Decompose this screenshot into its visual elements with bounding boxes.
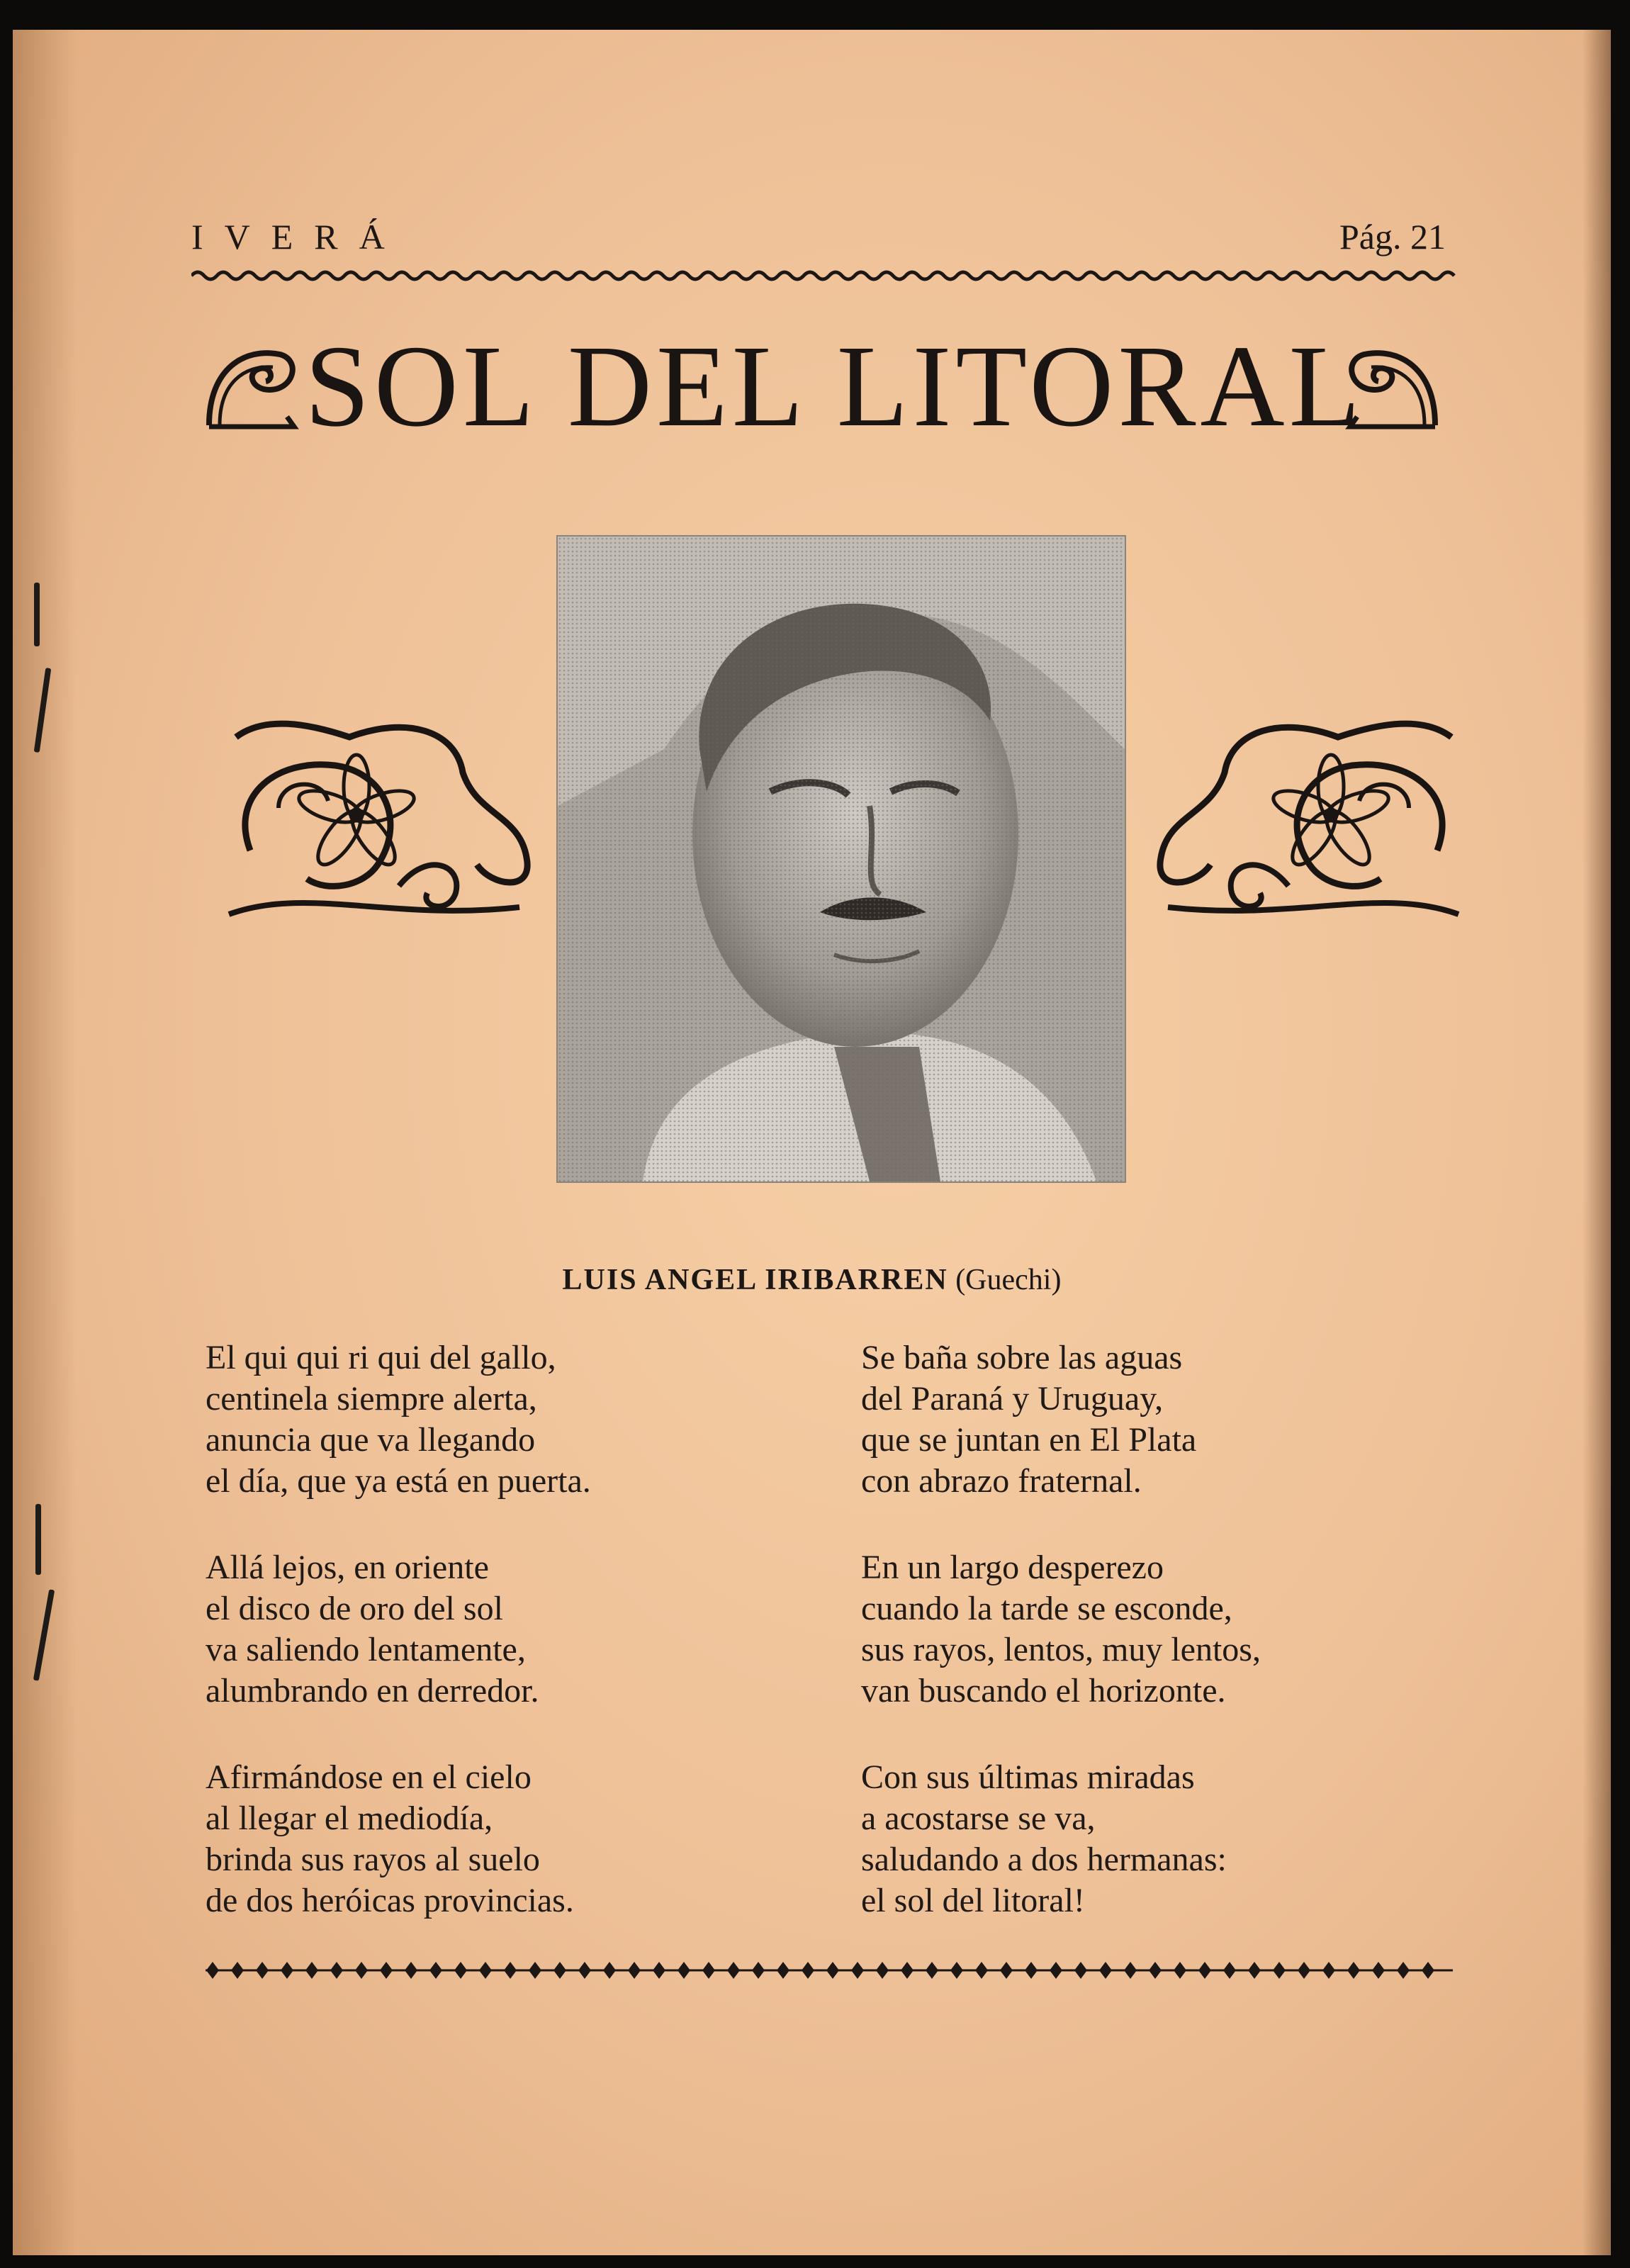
diamond-mark [405,1962,417,1979]
poem-line: alumbrando en derredor. [206,1672,539,1710]
stanza [206,1757,591,1921]
poem-line: brinda sus rayos al suelo [206,1841,540,1878]
poem-line: Se baña sobre las aguas [861,1339,1183,1376]
diamond-mark [1347,1962,1360,1979]
page-edge-shadow [1583,30,1611,2255]
diamond-mark [479,1962,492,1979]
page-number: Pág. 21 [1339,217,1446,257]
diamond-mark [603,1962,616,1979]
diamond-mark [826,1962,839,1979]
diamond-mark [926,1962,938,1979]
diamond-mark [901,1962,914,1979]
diamond-mark [231,1962,244,1979]
poem-line: El qui qui ri qui del gallo, [206,1339,556,1376]
diamond-mark [281,1962,293,1979]
poem-column-right [861,1337,1261,1967]
poem-line: el día, que ya está en puerta. [206,1462,591,1500]
diamond-rule [206,1960,1453,1981]
floral-ornament-left-icon [222,709,534,928]
poem-line: el disco de oro del sol [206,1590,503,1627]
author-alias: (Guechi) [955,1264,1062,1296]
diamond-mark [305,1962,318,1979]
swirl-ornament-left-icon [202,340,301,432]
binding-staple [34,583,40,646]
running-header [191,216,1446,259]
diamond-mark [1397,1962,1410,1979]
diamond-mark [702,1962,715,1979]
diamond-mark [1248,1962,1261,1979]
poem-line: de dos heróicas provincias. [206,1882,574,1919]
poem-line: Con sus últimas miradas [861,1758,1195,1796]
title-row [191,321,1453,451]
poem-line: anuncia que va llegando [206,1421,536,1459]
diamond-mark [1000,1962,1013,1979]
poem-line: sus rayos, lentos, muy lentos, [861,1631,1261,1668]
article-title: SOL DEL LITORAL [305,321,1365,451]
poem-line: van buscando el horizonte. [861,1672,1226,1710]
author-portrait-photo [556,535,1126,1183]
diamond-mark [628,1962,641,1979]
diamond-mark [1149,1962,1162,1979]
diamond-mark [1099,1962,1112,1979]
diamond-mark [1074,1962,1087,1979]
diamond-mark [851,1962,864,1979]
diamond-mark [752,1962,765,1979]
poem-line: del Paraná y Uruguay, [861,1380,1164,1418]
poem-line: a acostarse se va, [861,1800,1096,1837]
poem-line: Allá lejos, en oriente [206,1549,489,1586]
diamond-mark [727,1962,740,1979]
diamond-mark [504,1962,517,1979]
diamond-mark [1223,1962,1236,1979]
binding-staple [35,1504,41,1575]
poem-line: centinela siempre alerta, [206,1380,537,1418]
poem-line: En un largo desperezo [861,1549,1164,1586]
poem-line: que se juntan en El Plata [861,1421,1197,1459]
diamond-mark [1322,1962,1335,1979]
diamond-mark [578,1962,591,1979]
diamond-mark [429,1962,442,1979]
diamond-mark [975,1962,988,1979]
diamond-mark [1025,1962,1038,1979]
photo-caption [13,1263,1611,1297]
diamond-mark [355,1962,368,1979]
diamond-mark [1198,1962,1211,1979]
diamond-mark [1273,1962,1286,1979]
author-name: LUIS ANGEL IRIBARREN [562,1264,948,1296]
poem-line: va saliendo lentamente, [206,1631,526,1668]
swirl-ornament-right-icon [1343,340,1442,432]
diamond-mark [330,1962,343,1979]
diamond-mark [653,1962,665,1979]
poem-column-left [206,1337,591,1967]
diamond-mark [256,1962,269,1979]
diamond-mark [1050,1962,1062,1979]
diamond-mark [802,1962,814,1979]
diamond-mark [206,1962,219,1979]
diamond-mark [950,1962,963,1979]
floral-ornament-right-icon [1154,709,1466,928]
stanza [206,1337,591,1502]
magazine-page [13,30,1611,2255]
poem-line: Afirmándose en el cielo [206,1758,532,1796]
diamond-mark [1298,1962,1310,1979]
poem-line: cuando la tarde se esconde, [861,1590,1232,1627]
diamond-mark [380,1962,393,1979]
stanza [206,1547,591,1712]
diamond-mark [1174,1962,1186,1979]
diamond-mark [1124,1962,1137,1979]
diamond-mark [454,1962,467,1979]
diamond-mark [529,1962,541,1979]
diamond-mark [876,1962,889,1979]
poem-line: con abrazo fraternal. [861,1462,1142,1500]
diamond-mark [678,1962,690,1979]
page-spine-shadow [13,30,77,2255]
poem-line: al llegar el mediodía, [206,1800,493,1837]
magazine-name: IVERÁ [191,217,406,257]
diamond-mark [1422,1962,1434,1979]
diamond-mark [777,1962,789,1979]
diamond-mark [553,1962,566,1979]
stanza [861,1757,1261,1921]
poem-line: saludando a dos hermanas: [861,1841,1227,1878]
stanza [861,1337,1261,1502]
diamond-mark [1372,1962,1385,1979]
portrait-photo [558,537,1125,1181]
poem-line: el sol del litoral! [861,1882,1085,1919]
wavy-rule [191,268,1460,284]
stanza [861,1547,1261,1712]
